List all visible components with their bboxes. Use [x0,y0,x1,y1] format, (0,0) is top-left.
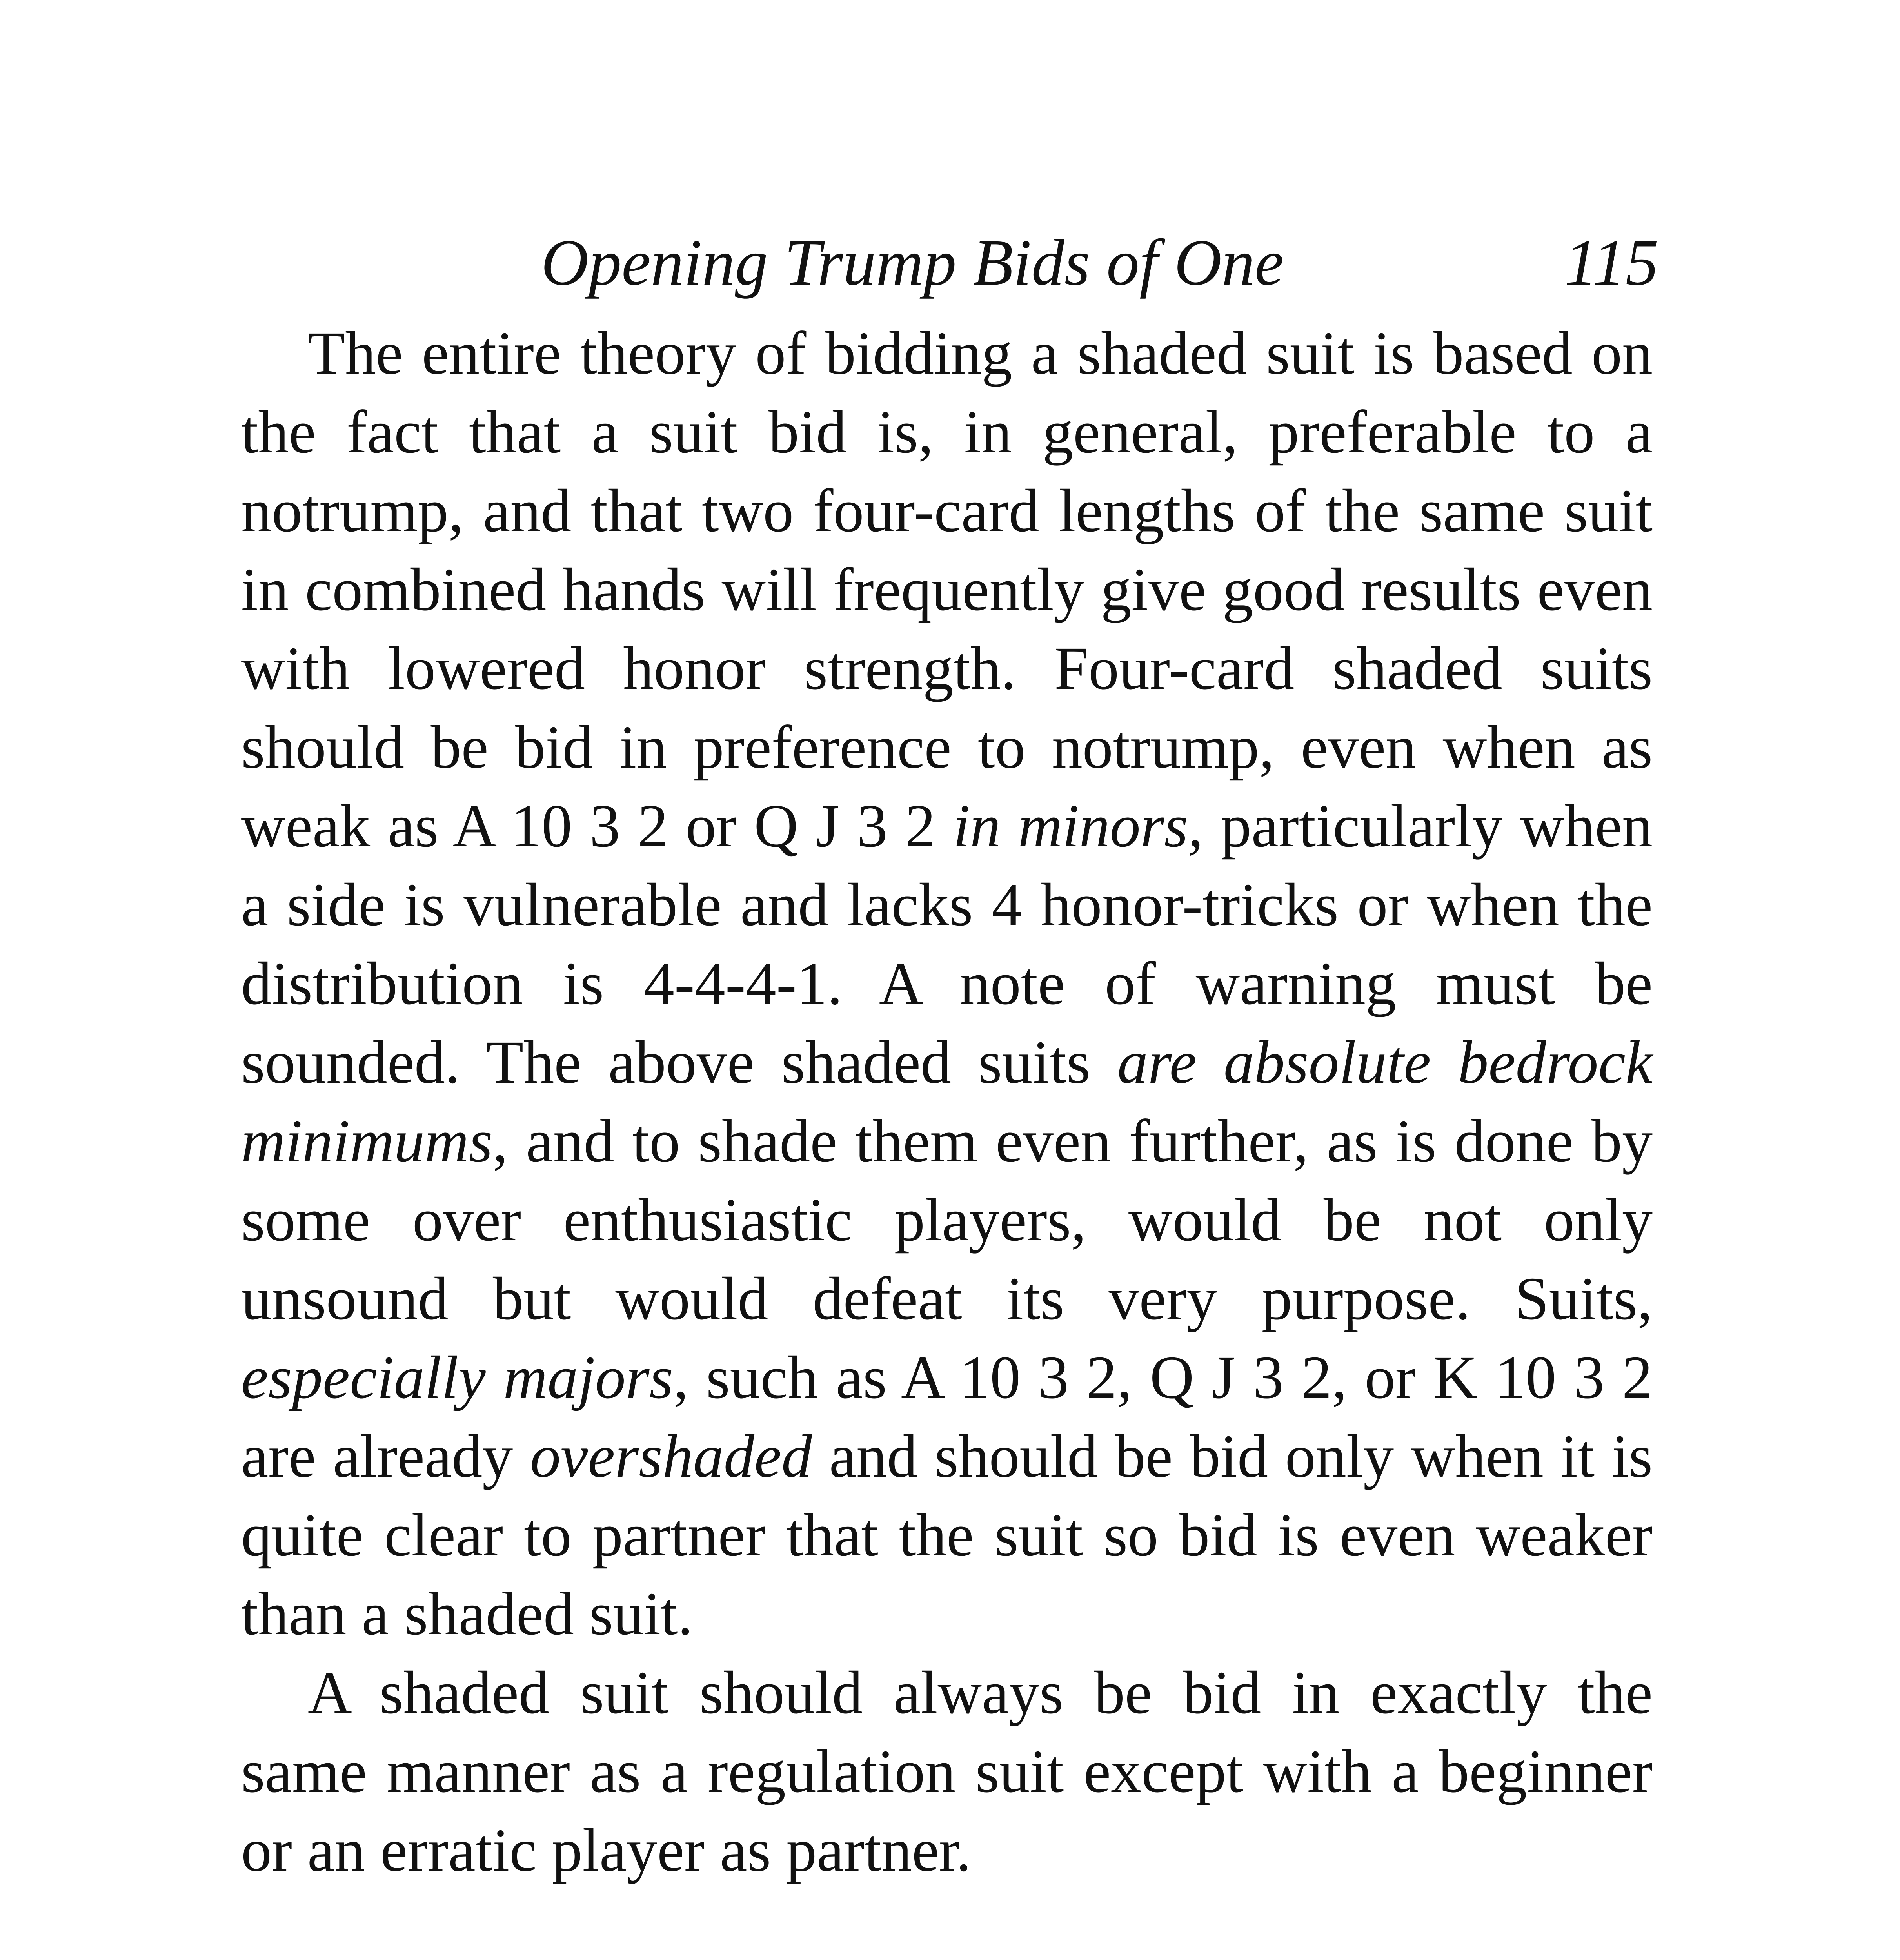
emphasis-bedrock-minimums: are absolute bedrock minimums [241,1028,1653,1175]
emphasis-overshaded: overshaded [530,1422,812,1490]
page-number: 115 [1564,226,1658,299]
paragraph-text: , particularly when a side is vulnerable and lacks 4 honor-tricks or when the distribution is 4-4-4-1. A note of warning must be sounded. The above shaded suits [241,792,1653,1096]
emphasis-in-minors: in minors [953,792,1188,860]
paragraph-text: The entire theory of bidding a shaded suit is based on the fact that a suit bid is, in general, preferable to a notrump, and that two four-card lengths of the same suit in combined hands will frequently give good results even with lowered honor strength. Four-card shaded suits should be bid in preference to notrump, even when as weak as A 10 3 2 or Q J 3 2 [241,319,1653,860]
body-text [241,314,1653,1889]
paragraph-text: , such as A 10 3 2, Q J 3 2, or K 10 3 2 are already [241,1343,1653,1490]
emphasis-especially-majors: especially majors [241,1343,674,1411]
running-title: Opening Trump Bids of One [541,226,1284,299]
running-header [541,220,1658,306]
paragraph-text: and should be bid only when it is quite clear to partner that the suit so bid is even weaker than a shaded suit. [241,1422,1653,1648]
paragraph-shaded-suit-manner: A shaded suit should always be bid in exactly the same manner as a regulation suit except with a beginner or an erratic player as partner. [241,1659,1653,1884]
paragraph-shaded-suit-theory [241,314,1653,1653]
paragraph-text: , and to shade them even further, as is done by some over enthusiastic players, would be not only unsound but would defeat its very purpose. Suits, [241,1107,1653,1332]
